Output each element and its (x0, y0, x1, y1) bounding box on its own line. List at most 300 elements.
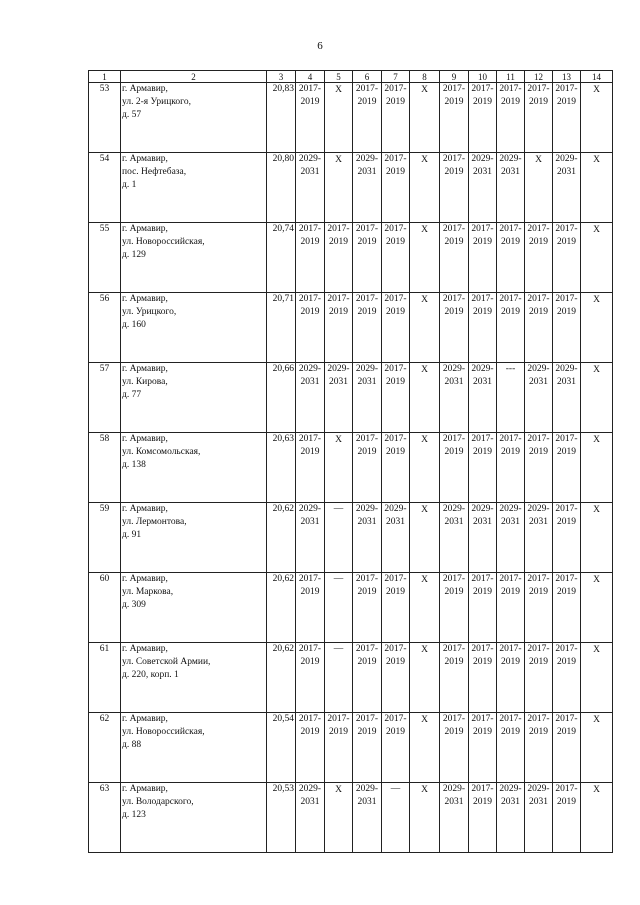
column-header: 7 (382, 71, 410, 83)
cell-text: 2017- 2019 (499, 294, 522, 317)
period-cell (469, 433, 497, 503)
column-header: 4 (296, 71, 325, 83)
cell-text: 2017- 2019 (298, 714, 322, 737)
period-cell (469, 293, 497, 363)
column-header: 1 (89, 71, 121, 83)
column-header: 12 (525, 71, 553, 83)
cell-text: X (593, 715, 600, 725)
cell-text: 2017- 2019 (555, 294, 578, 317)
cell-text: 2017- 2019 (442, 84, 466, 107)
cell-text: X (335, 435, 342, 445)
column-header: 11 (497, 71, 525, 83)
cell-text: 2029- 2031 (471, 364, 494, 387)
row-number: 60 (89, 573, 121, 643)
cell-text: X (421, 365, 428, 375)
period-cell (440, 503, 469, 573)
period-cell (382, 573, 410, 643)
not-applicable-cell (325, 783, 353, 853)
not-applicable-cell (581, 363, 613, 433)
period-cell (325, 503, 353, 573)
cell-text: 2017- 2019 (471, 714, 494, 737)
not-applicable-cell (525, 153, 553, 223)
period-cell (497, 643, 525, 713)
cell-text: X (593, 85, 600, 95)
cell-text: 2029- 2031 (298, 364, 322, 387)
not-applicable-cell (581, 573, 613, 643)
period-cell (440, 293, 469, 363)
cell-text: 2029- 2031 (355, 364, 379, 387)
cell-text: X (593, 435, 600, 445)
cell-text: X (593, 225, 600, 235)
column-header: 9 (440, 71, 469, 83)
cell-text: 2017- 2019 (355, 644, 379, 667)
address-cell (121, 293, 267, 363)
row-number: 56 (89, 293, 121, 363)
table-row (89, 643, 613, 713)
cell-text: 2017- 2019 (471, 574, 494, 597)
address-line: г. Армавир, (122, 154, 168, 164)
cell-text: X (593, 155, 600, 165)
address-line: г. Армавир, (122, 434, 168, 444)
period-cell (353, 433, 382, 503)
cell-text: X (421, 295, 428, 305)
period-cell (382, 363, 410, 433)
address-cell (121, 503, 267, 573)
period-cell (469, 83, 497, 153)
period-cell (382, 503, 410, 573)
address-line: д. 138 (122, 460, 146, 470)
cell-text: X (593, 785, 600, 795)
address-line: ул. Новороссийская, (122, 727, 205, 737)
period-cell (382, 153, 410, 223)
period-cell (353, 573, 382, 643)
period-cell (440, 643, 469, 713)
period-cell (440, 363, 469, 433)
cell-text: 2017- 2019 (298, 224, 322, 247)
address-cell (121, 433, 267, 503)
column-header: 8 (410, 71, 440, 83)
cell-text: X (593, 575, 600, 585)
cell-text: X (335, 785, 342, 795)
value-cell: 20,62 (267, 573, 296, 643)
cell-text: 2017- 2019 (327, 224, 350, 247)
cell-text: 2017- 2019 (499, 644, 522, 667)
value-cell: 20,71 (267, 293, 296, 363)
address-line: д. 123 (122, 810, 146, 820)
not-applicable-cell (581, 83, 613, 153)
address-cell (121, 573, 267, 643)
period-cell (469, 223, 497, 293)
cell-text: 2017- 2019 (527, 224, 550, 247)
cell-text: 2017- 2019 (471, 644, 494, 667)
cell-text: 2029- 2031 (527, 364, 550, 387)
period-cell (497, 363, 525, 433)
cell-text: 2017- 2019 (384, 224, 407, 247)
period-cell (382, 83, 410, 153)
period-cell (353, 643, 382, 713)
not-applicable-cell (410, 363, 440, 433)
period-cell (296, 223, 325, 293)
period-cell (525, 293, 553, 363)
period-cell (497, 223, 525, 293)
period-cell (525, 643, 553, 713)
period-cell (382, 713, 410, 783)
cell-text: 2017- 2019 (355, 434, 379, 457)
cell-text: 2029- 2031 (384, 504, 407, 527)
period-cell (353, 223, 382, 293)
not-applicable-cell (410, 433, 440, 503)
period-cell (497, 83, 525, 153)
cell-text: 2017- 2019 (527, 294, 550, 317)
column-header: 6 (353, 71, 382, 83)
period-cell (469, 573, 497, 643)
registry-table (88, 70, 613, 853)
cell-text: 2017- 2019 (471, 434, 494, 457)
period-cell (353, 363, 382, 433)
not-applicable-cell (410, 83, 440, 153)
value-cell: 20,80 (267, 153, 296, 223)
address-line: ул. 2-я Урицкого, (122, 97, 191, 107)
address-cell (121, 363, 267, 433)
address-line: г. Армавир, (122, 84, 168, 94)
address-line: д. 91 (122, 530, 142, 540)
cell-text: 2017- 2019 (442, 434, 466, 457)
period-cell (469, 153, 497, 223)
cell-text: 2029- 2031 (442, 364, 466, 387)
period-cell (525, 713, 553, 783)
period-cell (469, 643, 497, 713)
period-cell (440, 783, 469, 853)
column-header: 13 (553, 71, 581, 83)
cell-text: X (421, 645, 428, 655)
cell-text: 2017- 2019 (384, 574, 407, 597)
period-cell (525, 433, 553, 503)
cell-text: 2029- 2031 (298, 504, 322, 527)
period-cell (553, 643, 581, 713)
row-number: 57 (89, 363, 121, 433)
cell-text: 2017- 2019 (499, 84, 522, 107)
cell-text: — (390, 784, 401, 794)
not-applicable-cell (581, 433, 613, 503)
period-cell (469, 783, 497, 853)
cell-text: 2029- 2031 (298, 154, 322, 177)
not-applicable-cell (325, 83, 353, 153)
address-line: ул. Маркова, (122, 587, 174, 597)
cell-text: 2029- 2031 (555, 154, 578, 177)
not-applicable-cell (581, 713, 613, 783)
cell-text: 2029- 2031 (499, 504, 522, 527)
cell-text: 2017- 2019 (471, 84, 494, 107)
cell-text: 2029- 2031 (471, 504, 494, 527)
cell-text: X (421, 785, 428, 795)
cell-text: — (333, 574, 344, 584)
cell-text: 2017- 2019 (555, 434, 578, 457)
cell-text: 2017- 2019 (442, 574, 466, 597)
cell-text: 2029- 2031 (298, 784, 322, 807)
period-cell (553, 713, 581, 783)
period-cell (353, 153, 382, 223)
cell-text: X (421, 435, 428, 445)
value-cell: 20,62 (267, 643, 296, 713)
cell-text: X (421, 225, 428, 235)
row-number: 54 (89, 153, 121, 223)
cell-text: 2029- 2031 (555, 364, 578, 387)
cell-text: 2029- 2031 (499, 154, 522, 177)
period-cell (497, 573, 525, 643)
address-line: д. 57 (122, 110, 142, 120)
not-applicable-cell (410, 783, 440, 853)
period-cell (497, 503, 525, 573)
address-line: г. Армавир, (122, 504, 168, 514)
cell-text: 2017- 2019 (555, 784, 578, 807)
column-header: 3 (267, 71, 296, 83)
period-cell (497, 433, 525, 503)
value-cell: 20,66 (267, 363, 296, 433)
value-cell: 20,74 (267, 223, 296, 293)
not-applicable-cell (410, 223, 440, 293)
not-applicable-cell (410, 503, 440, 573)
not-applicable-cell (581, 223, 613, 293)
not-applicable-cell (410, 153, 440, 223)
column-header: 10 (469, 71, 497, 83)
cell-text: 2029- 2031 (471, 154, 494, 177)
cell-text: 2029- 2031 (527, 784, 550, 807)
table-row (89, 433, 613, 503)
table-row (89, 573, 613, 643)
cell-text: X (593, 645, 600, 655)
cell-text: 2017- 2019 (327, 294, 350, 317)
cell-text: X (593, 365, 600, 375)
address-line: д. 160 (122, 320, 146, 330)
address-line: г. Армавир, (122, 574, 168, 584)
period-cell (296, 433, 325, 503)
not-applicable-cell (325, 433, 353, 503)
cell-text: X (421, 575, 428, 585)
address-line: г. Армавир, (122, 294, 168, 304)
table-row (89, 293, 613, 363)
address-cell (121, 153, 267, 223)
cell-text: 2017- 2019 (384, 294, 407, 317)
address-cell (121, 83, 267, 153)
address-cell (121, 713, 267, 783)
cell-text: 2017- 2019 (555, 504, 578, 527)
table-row (89, 713, 613, 783)
period-cell (553, 433, 581, 503)
period-cell (440, 223, 469, 293)
address-line: ул. Урицкого, (122, 307, 177, 317)
not-applicable-cell (410, 713, 440, 783)
period-cell (553, 503, 581, 573)
address-line: ул. Новороссийская, (122, 237, 205, 247)
column-header: 5 (325, 71, 353, 83)
address-line: г. Армавир, (122, 224, 168, 234)
column-header: 14 (581, 71, 613, 83)
cell-text: 2029- 2031 (442, 504, 466, 527)
address-line: ул. Лермонтова, (122, 517, 187, 527)
period-cell (525, 83, 553, 153)
cell-text: 2017- 2019 (527, 434, 550, 457)
not-applicable-cell (581, 503, 613, 573)
cell-text: 2017- 2019 (442, 294, 466, 317)
cell-text: 2017- 2019 (355, 574, 379, 597)
cell-text: X (421, 85, 428, 95)
value-cell: 20,63 (267, 433, 296, 503)
period-cell (296, 713, 325, 783)
period-cell (553, 363, 581, 433)
cell-text: 2017- 2019 (471, 294, 494, 317)
not-applicable-cell (581, 153, 613, 223)
cell-text: X (593, 295, 600, 305)
cell-text: 2029- 2031 (442, 784, 466, 807)
cell-text: X (421, 505, 428, 515)
cell-text: 2017- 2019 (527, 84, 550, 107)
row-number: 61 (89, 643, 121, 713)
table-row (89, 783, 613, 853)
address-cell (121, 223, 267, 293)
period-cell (382, 293, 410, 363)
address-cell (121, 643, 267, 713)
address-line: д. 88 (122, 740, 142, 750)
cell-text: 2029- 2031 (499, 784, 522, 807)
period-cell (353, 503, 382, 573)
cell-text: 2029- 2031 (355, 154, 379, 177)
period-cell (353, 783, 382, 853)
period-cell (553, 223, 581, 293)
cell-text: 2017- 2019 (555, 224, 578, 247)
period-cell (440, 83, 469, 153)
cell-text: 2017- 2019 (471, 784, 494, 807)
address-line: ул. Советской Армии, (122, 657, 211, 667)
period-cell (497, 293, 525, 363)
cell-text: 2017- 2019 (442, 714, 466, 737)
cell-text: 2017- 2019 (527, 574, 550, 597)
period-cell (440, 573, 469, 643)
value-cell: 20,53 (267, 783, 296, 853)
period-cell (525, 573, 553, 643)
column-header-row (89, 71, 613, 83)
period-cell (525, 363, 553, 433)
period-cell (553, 153, 581, 223)
address-line: пос. Нефтебаза, (122, 167, 187, 177)
address-line: ул. Кирова, (122, 377, 168, 387)
cell-text: X (593, 505, 600, 515)
cell-text: 2017- 2019 (471, 224, 494, 247)
period-cell (469, 713, 497, 783)
period-cell (353, 83, 382, 153)
cell-text: 2017- 2019 (298, 84, 322, 107)
cell-text: 2017- 2019 (355, 714, 379, 737)
period-cell (325, 713, 353, 783)
period-cell (296, 643, 325, 713)
not-applicable-cell (325, 153, 353, 223)
period-cell (553, 783, 581, 853)
table-row (89, 83, 613, 153)
cell-text: 2017- 2019 (442, 224, 466, 247)
cell-text: 2017- 2019 (355, 294, 379, 317)
not-applicable-cell (410, 293, 440, 363)
address-line: ул. Володарского, (122, 797, 194, 807)
period-cell (440, 433, 469, 503)
cell-text: X (421, 155, 428, 165)
table-row (89, 153, 613, 223)
period-cell (469, 503, 497, 573)
period-cell (553, 573, 581, 643)
period-cell (469, 363, 497, 433)
period-cell (497, 153, 525, 223)
cell-text: 2029- 2031 (327, 364, 350, 387)
period-cell (382, 783, 410, 853)
period-cell (553, 83, 581, 153)
address-line: д. 77 (122, 390, 142, 400)
cell-text: 2017- 2019 (555, 644, 578, 667)
cell-text: 2029- 2031 (527, 504, 550, 527)
row-number: 62 (89, 713, 121, 783)
cell-text: 2017- 2019 (355, 224, 379, 247)
cell-text: 2017- 2019 (384, 364, 407, 387)
cell-text: 2017- 2019 (527, 714, 550, 737)
cell-text: 2017- 2019 (555, 574, 578, 597)
cell-text: 2017- 2019 (355, 84, 379, 107)
cell-text: 2017- 2019 (298, 434, 322, 457)
period-cell (382, 433, 410, 503)
not-applicable-cell (581, 783, 613, 853)
period-cell (296, 83, 325, 153)
cell-text: 2017- 2019 (298, 294, 322, 317)
cell-text: 2017- 2019 (327, 714, 350, 737)
row-number: 55 (89, 223, 121, 293)
address-line: д. 220, корп. 1 (122, 670, 179, 680)
table-row (89, 503, 613, 573)
period-cell (525, 503, 553, 573)
period-cell (382, 643, 410, 713)
not-applicable-cell (581, 293, 613, 363)
cell-text: X (535, 155, 542, 165)
period-cell (382, 223, 410, 293)
period-cell (325, 643, 353, 713)
period-cell (353, 713, 382, 783)
cell-text: 2017- 2019 (384, 644, 407, 667)
address-line: д. 1 (122, 180, 137, 190)
cell-text: 2017- 2019 (499, 714, 522, 737)
period-cell (296, 783, 325, 853)
page-number: 6 (317, 40, 323, 52)
row-number: 63 (89, 783, 121, 853)
column-header: 2 (121, 71, 267, 83)
registry-table-body (89, 71, 613, 853)
period-cell (525, 783, 553, 853)
cell-text: --- (505, 364, 516, 374)
period-cell (296, 293, 325, 363)
period-cell (296, 573, 325, 643)
value-cell: 20,83 (267, 83, 296, 153)
cell-text: 2017- 2019 (499, 574, 522, 597)
address-cell (121, 783, 267, 853)
cell-text: 2017- 2019 (384, 714, 407, 737)
period-cell (325, 223, 353, 293)
period-cell (440, 153, 469, 223)
cell-text: X (335, 155, 342, 165)
period-cell (553, 293, 581, 363)
period-cell (296, 153, 325, 223)
cell-text: 2017- 2019 (384, 84, 407, 107)
not-applicable-cell (410, 643, 440, 713)
period-cell (440, 713, 469, 783)
table-row (89, 223, 613, 293)
address-line: г. Армавир, (122, 714, 168, 724)
period-cell (353, 293, 382, 363)
cell-text: 2017- 2019 (499, 434, 522, 457)
period-cell (296, 503, 325, 573)
